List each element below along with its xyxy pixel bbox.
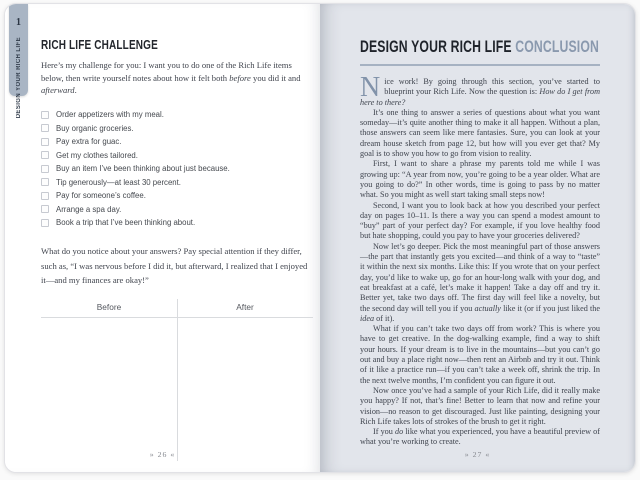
rich-life-checklist xyxy=(41,108,313,230)
drop-cap: N xyxy=(360,72,381,103)
conclusion-heading xyxy=(360,37,600,57)
left-page-content xyxy=(41,38,313,464)
italic-text: idea xyxy=(360,313,375,323)
text-run: Now let’s go deeper. Pick the most meaningful part of those answers—the part that instantly gets you excited—and think of a way to “taste” it within the next six months. Like this: If you wrote that on your perfect day, you’d like to wake up, go for an hour-long walk with your dog, and eat breakfast at a café, let’s make it happen! Take a day off and try it. Better yet, take two days off. The first day will feel like a novelty, but the second day will tell you if you xyxy=(360,241,600,313)
heading-main: DESIGN YOUR RICH LIFE xyxy=(360,37,516,56)
checkbox[interactable] xyxy=(41,219,49,227)
checkbox[interactable] xyxy=(41,124,49,132)
before-after-table xyxy=(41,302,313,464)
body-paragraph xyxy=(360,108,600,159)
book-spread xyxy=(4,3,636,473)
text-run: like it (or if you just liked the xyxy=(500,303,600,313)
challenge-intro xyxy=(41,59,313,97)
checkbox[interactable] xyxy=(41,192,49,200)
text-run: If you xyxy=(373,427,395,437)
checklist-item xyxy=(41,135,313,149)
italic-text: How do I get from here to there? xyxy=(360,87,600,107)
checklist-item xyxy=(41,148,313,162)
checklist-item xyxy=(41,202,313,216)
checkbox[interactable] xyxy=(41,151,49,159)
checklist-item-label: Order appetizers with my meal. xyxy=(56,110,164,120)
text-run: of it). xyxy=(374,313,395,323)
chapter-tab[interactable] xyxy=(9,4,28,119)
column-header-after: After xyxy=(236,301,254,312)
checklist-item xyxy=(41,121,313,135)
checklist-item-label: Pay for someone’s coffee. xyxy=(56,191,146,201)
italic-text: actually xyxy=(474,303,501,313)
checklist-item-label: Pay extra for guac. xyxy=(56,137,122,147)
italic-text: do xyxy=(394,427,404,437)
right-page xyxy=(320,4,635,472)
body-paragraph xyxy=(360,72,600,108)
chapter-tab-label: DESIGN YOUR RICH LIFE xyxy=(15,37,22,119)
right-page-number: » 27 « xyxy=(464,450,491,459)
left-page xyxy=(5,4,320,472)
text-run: ice work! By going through this section, you’ve started to blueprint your Rich Life. Now the question is: xyxy=(384,77,600,97)
body-paragraph xyxy=(360,324,600,386)
body-paragraph xyxy=(360,386,600,427)
body-paragraph xyxy=(360,242,600,324)
text-run: you did it and xyxy=(250,72,301,83)
checklist-item xyxy=(41,216,313,230)
body-paragraph xyxy=(360,159,600,200)
checklist-item-label: Buy organic groceries. xyxy=(56,123,134,133)
checkbox[interactable] xyxy=(41,205,49,213)
checkbox[interactable] xyxy=(41,165,49,173)
checklist-item xyxy=(41,189,313,203)
body-paragraph xyxy=(360,427,600,448)
chapter-number: 1 xyxy=(16,17,21,28)
text-run: . xyxy=(74,85,77,96)
text-run: First, I want to share a phrase my parents told me while I was growing up: “A year from now, you’re going to be a year older. What are you going to do?” In other words, time is going to pass by no matter what. So you might as well start taking small steps now! xyxy=(360,159,600,200)
text-run: Now once you’ve had a sample of your Rich Life, did it really make you happy? If not, that’s fine! Better to learn that now and refine your vision—no reason to get discouraged. Just like painting, designing your Rich Life takes lots of strokes of the brush to get it right. xyxy=(360,385,600,426)
text-run: Here’s my challenge for you: I want you to do one of the Rich Life items below, then write yourself notes about how it felt both xyxy=(41,60,292,83)
italic-text: before xyxy=(229,72,251,83)
text-run: Second, I want you to look back at how you described your perfect day on pages 10–11. Is there a way you can spend a modest amount to “buy” part of your perfect day? For example, if you love healthy food but hate shopping, could you pay to have your groceries delivered? xyxy=(360,200,600,241)
checkbox[interactable] xyxy=(41,178,49,186)
text-run: What do you notice about your answers? Pay special attention if they differ, such as, “I was nervous before I did it, but afterward, I realized that I enjoyed it—and my finances are okay!” xyxy=(41,246,308,286)
text-run: like what you experienced, you have a beautiful preview of what you’re working to create. xyxy=(360,427,601,447)
checklist-item xyxy=(41,175,313,189)
heading-rule xyxy=(360,64,600,66)
body-paragraph xyxy=(360,201,600,242)
section-title: RICH LIFE CHALLENGE xyxy=(41,38,158,52)
text-run: It’s one thing to answer a series of questions about what you want someday—it’s quite another thing to make it all happen. Without a plan, those answers can seem like mere fantasies. Sure, you can look at your dream house sketch from page 12, but how will you ever get that? My goal is to show you how to go from vision to reality. xyxy=(360,107,600,159)
checklist-item xyxy=(41,108,313,122)
reflection-note xyxy=(41,244,313,287)
checklist-item-label: Tip generously—at least 30 percent. xyxy=(56,177,181,187)
checklist-item-label: Get my clothes tailored. xyxy=(56,150,138,160)
checkbox[interactable] xyxy=(41,111,49,119)
left-page-number: » 26 « xyxy=(149,450,176,459)
checklist-item-label: Buy an item I’ve been thinking about just because. xyxy=(56,164,230,174)
checklist-item-label: Book a trip that I’ve been thinking about. xyxy=(56,218,196,228)
column-header-before: Before xyxy=(96,301,122,312)
text-run: What if you can’t take two days off from work? This is where you have to get creative. In the dog-walking example, find a way to shift your hours. If your dream is to live in the mountains—but you can’t go out and buy a place right now—then rent an Airbnb and try it out. Think of it like a practice run—if you can’t take a week off, shrink the trip. In the next twelve months, I’m confident you can figure it out. xyxy=(360,324,600,385)
table-column-divider xyxy=(177,299,178,461)
heading-accent: CONCLUSION xyxy=(515,37,600,56)
italic-text: afterward xyxy=(41,85,75,96)
checklist-item-label: Arrange a spa day. xyxy=(56,204,122,214)
checkbox[interactable] xyxy=(41,138,49,146)
checklist-item xyxy=(41,162,313,176)
right-page-content xyxy=(360,37,600,448)
conclusion-body xyxy=(360,72,601,448)
